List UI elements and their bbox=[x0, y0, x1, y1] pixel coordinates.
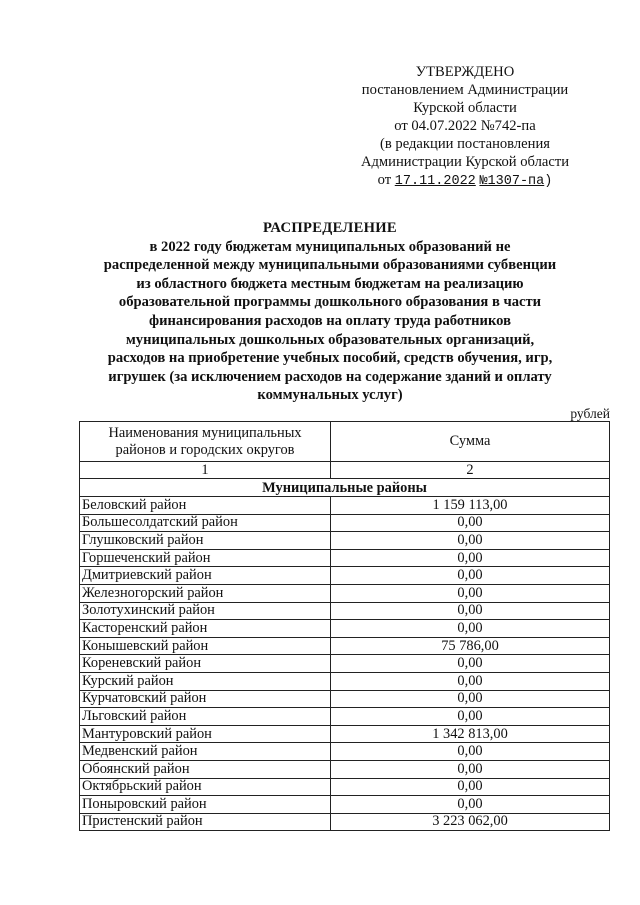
district-amount: 0,00 bbox=[331, 514, 610, 532]
district-amount: 0,00 bbox=[331, 532, 610, 550]
approval-line: от 04.07.2022 №742-па bbox=[394, 118, 536, 134]
district-name: Кореневский район bbox=[80, 655, 331, 673]
district-amount: 3 223 062,00 bbox=[331, 813, 610, 831]
table-row bbox=[80, 532, 610, 550]
document-title bbox=[80, 219, 580, 405]
table-row bbox=[80, 778, 610, 796]
district-amount: 0,00 bbox=[331, 602, 610, 620]
table-body bbox=[80, 497, 610, 831]
approval-block bbox=[340, 63, 590, 191]
district-name: Медвенский район bbox=[80, 743, 331, 761]
amendment-line bbox=[340, 171, 590, 191]
district-amount: 0,00 bbox=[331, 796, 610, 814]
district-name: Горшеченский район bbox=[80, 549, 331, 567]
district-name: Железногорский район bbox=[80, 584, 331, 602]
title-line: муниципальных дошкольных образовательных организаций, bbox=[125, 331, 535, 348]
district-name: Беловский район bbox=[80, 497, 331, 515]
table-row bbox=[80, 620, 610, 638]
district-amount: 0,00 bbox=[331, 690, 610, 708]
table-header-row bbox=[80, 422, 610, 462]
district-amount: 0,00 bbox=[331, 620, 610, 638]
section-title: Муниципальные районы bbox=[80, 479, 610, 497]
column-number-1: 1 bbox=[80, 462, 331, 479]
section-row bbox=[80, 479, 610, 497]
title-line: образовательной программы дошкольного образования в части bbox=[118, 294, 542, 311]
table-row bbox=[80, 743, 610, 761]
district-amount: 0,00 bbox=[331, 549, 610, 567]
title-line: игрушек (за исключением расходов на содержание зданий и оплату bbox=[108, 368, 552, 385]
amendment-close: ) bbox=[544, 174, 553, 189]
header-name: Наименования муниципальных районов и городских округов bbox=[80, 422, 331, 462]
amendment-date: 17.11.2022 bbox=[394, 174, 476, 189]
district-name: Пристенский район bbox=[80, 813, 331, 831]
district-name: Октябрьский район bbox=[80, 778, 331, 796]
table-row bbox=[80, 690, 610, 708]
district-name: Золотухинский район bbox=[80, 602, 331, 620]
district-amount: 0,00 bbox=[331, 708, 610, 726]
table-row bbox=[80, 602, 610, 620]
distribution-table bbox=[79, 421, 610, 831]
table-row bbox=[80, 584, 610, 602]
table-row bbox=[80, 655, 610, 673]
district-name: Большесолдатский район bbox=[80, 514, 331, 532]
district-amount: 75 786,00 bbox=[331, 637, 610, 655]
title-line: распределенной между муниципальными образованиями субвенции bbox=[103, 257, 557, 274]
title-line: коммунальных услуг) bbox=[257, 387, 403, 404]
district-amount: 0,00 bbox=[331, 584, 610, 602]
title-line: из областного бюджета местным бюджетам на реализацию bbox=[136, 275, 524, 292]
table-row bbox=[80, 514, 610, 532]
district-name: Конышевский район bbox=[80, 637, 331, 655]
table-row bbox=[80, 796, 610, 814]
title-line: в 2022 году бюджетам муниципальных образований не bbox=[149, 238, 511, 255]
approval-title: УТВЕРЖДЕНО bbox=[415, 64, 515, 80]
district-amount: 1 159 113,00 bbox=[331, 497, 610, 515]
district-amount: 0,00 bbox=[331, 760, 610, 778]
district-amount: 0,00 bbox=[331, 655, 610, 673]
column-number-row bbox=[80, 462, 610, 479]
table-row bbox=[80, 672, 610, 690]
title-heading: РАСПРЕДЕЛЕНИЕ bbox=[263, 220, 397, 236]
amendment-number: №1307-па bbox=[479, 174, 545, 189]
table-row bbox=[80, 813, 610, 831]
district-amount: 1 342 813,00 bbox=[331, 725, 610, 743]
title-line: финансирования расходов на оплату труда работников bbox=[149, 312, 511, 329]
district-name: Курчатовский район bbox=[80, 690, 331, 708]
district-name: Льговский район bbox=[80, 708, 331, 726]
district-name: Курский район bbox=[80, 672, 331, 690]
district-amount: 0,00 bbox=[331, 743, 610, 761]
district-amount: 0,00 bbox=[331, 567, 610, 585]
district-name: Касторенский район bbox=[80, 620, 331, 638]
district-name: Обоянский район bbox=[80, 760, 331, 778]
table-row bbox=[80, 708, 610, 726]
district-name: Поныровский район bbox=[80, 796, 331, 814]
table-row bbox=[80, 725, 610, 743]
amendment-prefix: от bbox=[377, 172, 392, 188]
header-sum: Сумма bbox=[331, 422, 610, 462]
approval-line: Курской области bbox=[413, 100, 517, 116]
table-row bbox=[80, 567, 610, 585]
district-amount: 0,00 bbox=[331, 672, 610, 690]
approval-line: (в редакции постановления bbox=[380, 136, 550, 152]
district-name: Дмитриевский район bbox=[80, 567, 331, 585]
table-row bbox=[80, 637, 610, 655]
district-name: Глушковский район bbox=[80, 532, 331, 550]
title-line: расходов на приобретение учебных пособий, средств обучения, игр, bbox=[107, 350, 553, 367]
column-number-2: 2 bbox=[331, 462, 610, 479]
table-row bbox=[80, 497, 610, 515]
district-name: Мантуровский район bbox=[80, 725, 331, 743]
table-row bbox=[80, 760, 610, 778]
table-row bbox=[80, 549, 610, 567]
currency-unit: рублей bbox=[570, 406, 610, 421]
approval-line: Администрации Курской области bbox=[360, 154, 570, 170]
district-amount: 0,00 bbox=[331, 778, 610, 796]
approval-line: постановлением Администрации bbox=[361, 82, 569, 98]
